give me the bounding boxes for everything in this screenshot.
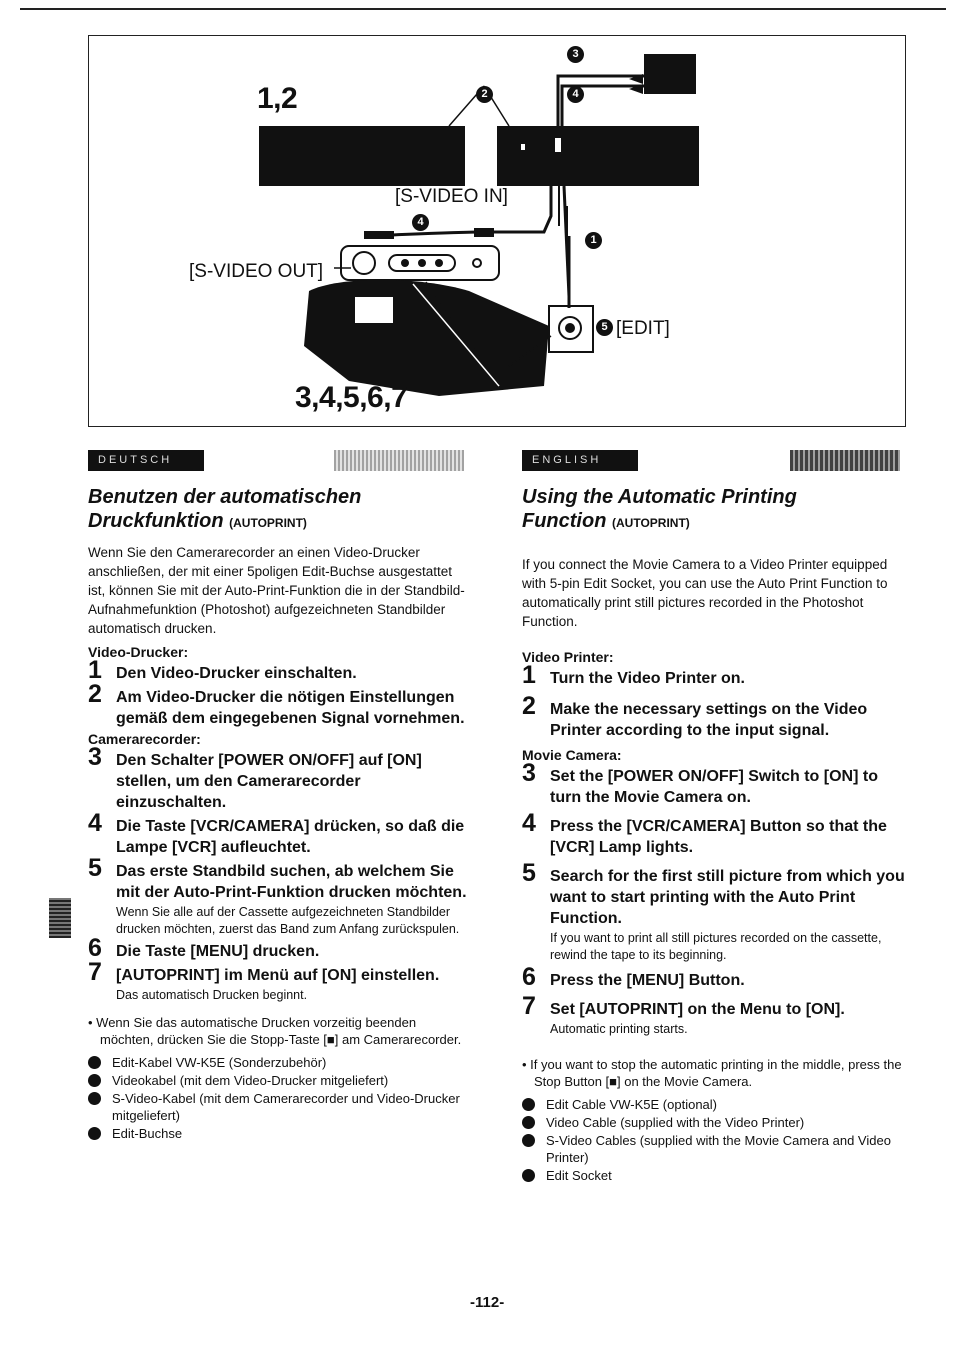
english-title-line2: Function xyxy=(522,510,607,532)
german-step-6 xyxy=(88,934,470,962)
bullet-circle-icon xyxy=(88,1127,101,1140)
german-column xyxy=(88,450,470,1143)
english-step-2 xyxy=(522,692,906,741)
step-text: Den Video-Drucker einschalten. xyxy=(116,665,357,682)
callout-4: 4 xyxy=(412,214,429,231)
english-column xyxy=(522,450,906,1185)
step-text: Press the [VCR/CAMERA] Button so that the [VCR] Lamp lights. xyxy=(550,818,887,856)
english-title-suffix: (AUTOPRINT) xyxy=(612,516,690,530)
bullet-circle-icon xyxy=(88,1074,101,1087)
step-number: 3 xyxy=(88,743,102,771)
bullet-circle-icon xyxy=(522,1098,535,1111)
list-item xyxy=(522,1114,906,1131)
callout-3: 3 xyxy=(567,46,584,63)
german-intro: Wenn Sie den Camerarecorder an einen Video-Drucker anschließen, der mit einer 5poligen Edit-Buchse ausgestattet ist, können Sie mit der Auto-Print-Funktion die in der Standbild-Aufnahmefunktion (Photoshot) aufgezeichneten Standbilder automatisch drucken. xyxy=(88,545,465,636)
list-item xyxy=(88,1072,470,1089)
part-text: Video Cable (supplied with the Video Printer) xyxy=(546,1115,805,1130)
step-text: Den Schalter [POWER ON/OFF] auf [ON] stellen, um den Camerarecorder einzuschalten. xyxy=(116,752,422,811)
english-printer-heading: Video Printer: xyxy=(522,649,614,665)
step-text: Search for the first still picture from which you want to start printing with the Auto Print Function. xyxy=(550,868,905,927)
step-text: Die Taste [VCR/CAMERA] drücken, so daß die Lampe [VCR] aufleuchtet. xyxy=(116,818,465,856)
step-number: 7 xyxy=(522,992,536,1020)
part-text: S-Video-Kabel (mit dem Camerarecorder und Video-Drucker mitgeliefert) xyxy=(112,1091,460,1123)
english-step-3 xyxy=(522,759,906,808)
video-printer xyxy=(259,126,465,186)
english-step-5 xyxy=(522,859,906,964)
decorative-band xyxy=(334,450,464,471)
bullet-circle-icon xyxy=(88,1092,101,1105)
connection-diagram xyxy=(88,35,906,427)
english-step-4 xyxy=(522,809,906,858)
step-text: Set [AUTOPRINT] on the Menu to [ON]. xyxy=(550,1001,845,1018)
german-step-5-note: Wenn Sie alle auf der Cassette aufgezeichneten Standbilder drucken möchten, zuerst das Band zum Anfang zurückspulen. xyxy=(116,905,460,936)
step-text: Press the [MENU] Button. xyxy=(550,972,745,989)
step-text: Turn the Video Printer on. xyxy=(550,670,745,687)
svideo-in-label: [S-VIDEO IN] xyxy=(395,186,508,207)
callout-1: 1 xyxy=(585,232,602,249)
english-step-6 xyxy=(522,963,906,991)
step-number: 2 xyxy=(522,692,536,720)
step-number: 6 xyxy=(88,934,102,962)
english-camera-heading: Movie Camera: xyxy=(522,747,622,763)
step-text: Das erste Standbild suchen, ab welchem Sie mit der Auto-Print-Funktion drucken möchten. xyxy=(116,863,467,901)
step-number: 6 xyxy=(522,963,536,991)
step-number: 4 xyxy=(522,809,536,837)
step-number: 1 xyxy=(522,661,536,689)
english-parts-list xyxy=(522,1096,906,1184)
german-parts-list xyxy=(88,1054,470,1142)
english-step-7 xyxy=(522,992,906,1038)
step-text: Am Video-Drucker die nötigen Einstellungen gemäß dem eingegebenen Signal vornehmen. xyxy=(116,689,465,727)
callout-4-top: 4 xyxy=(567,86,584,103)
german-step-7 xyxy=(88,958,470,1004)
list-item xyxy=(88,1054,470,1071)
german-printer-heading: Video-Drucker: xyxy=(88,644,189,660)
svideo-out-label: [S-VIDEO OUT] xyxy=(189,261,324,282)
english-stop-note: • If you want to stop the automatic printing in the middle, press the Stop Button [■] on the Movie Camera. xyxy=(522,1057,902,1089)
side-tab-marker xyxy=(49,898,71,938)
german-step-2 xyxy=(88,680,470,729)
english-language-tab: ENGLISH xyxy=(522,450,638,471)
bullet-circle-icon xyxy=(88,1056,101,1069)
callout-2: 2 xyxy=(476,86,493,103)
top-rule xyxy=(20,8,946,10)
english-title-line1: Using the Automatic Printing xyxy=(522,486,797,508)
english-step-5-note: If you want to print all still pictures recorded on the cassette, rewind the tape to its beginning. xyxy=(550,931,882,962)
list-item xyxy=(88,1090,470,1124)
part-text: Edit Socket xyxy=(546,1168,612,1183)
german-step-7-note: Das automatisch Drucken beginnt. xyxy=(116,988,308,1002)
german-step-1 xyxy=(88,656,470,684)
german-camera-heading: Camerarecorder: xyxy=(88,731,201,747)
step-number: 5 xyxy=(88,854,102,882)
list-item xyxy=(522,1167,906,1184)
figure-label-steps-1-2: 1,2 xyxy=(257,82,298,115)
german-step-3 xyxy=(88,743,470,813)
german-stop-note: • Wenn Sie das automatische Drucken vorzeitig beenden möchten, drücken Sie die Stopp-Taste [■] am Camerarecorder. xyxy=(88,1015,462,1047)
step-number: 2 xyxy=(88,680,102,708)
step-number: 1 xyxy=(88,656,102,684)
step-number: 5 xyxy=(522,859,536,887)
english-title xyxy=(522,485,906,535)
step-text: Set the [POWER ON/OFF] Switch to [ON] to turn the Movie Camera on. xyxy=(550,768,878,806)
part-text: S-Video Cables (supplied with the Movie Camera and Video Printer) xyxy=(546,1133,891,1165)
english-step-7-note: Automatic printing starts. xyxy=(550,1022,688,1036)
decorative-band xyxy=(790,450,900,471)
english-stop-note-text: If you want to stop the automatic printing in the middle, press the Stop Button [■] on the Movie Camera. xyxy=(530,1057,902,1089)
step-number: 3 xyxy=(522,759,536,787)
bullet-circle-icon xyxy=(522,1169,535,1182)
list-item xyxy=(522,1132,906,1166)
part-text: Edit-Buchse xyxy=(112,1126,183,1141)
german-step-4 xyxy=(88,809,470,858)
diagram-artwork xyxy=(89,36,907,428)
english-intro: If you connect the Movie Camera to a Video Printer equipped with 5-pin Edit Socket, you can use the Auto Print Function to automatically print still pictures recorded in the Photoshot Function. xyxy=(522,557,888,629)
step-number: 4 xyxy=(88,809,102,837)
german-stop-note-text: Wenn Sie das automatische Drucken vorzeitig beenden möchten, drücken Sie die Stopp-Taste [■] am Camerarecorder. xyxy=(96,1015,462,1047)
list-item xyxy=(522,1096,906,1113)
part-text: Edit Cable VW-K5E (optional) xyxy=(546,1097,718,1112)
german-title-suffix: (AUTOPRINT) xyxy=(229,516,307,530)
step-text: Die Taste [MENU] drucken. xyxy=(116,943,320,960)
edit-label: [EDIT] xyxy=(616,318,670,339)
step-number: 7 xyxy=(88,958,102,986)
english-step-1 xyxy=(522,661,906,689)
callout-5: 5 xyxy=(596,319,613,336)
movie-camera xyxy=(304,280,549,396)
bullet-circle-icon xyxy=(522,1116,535,1129)
part-text: Videokabel (mit dem Video-Drucker mitgeliefert) xyxy=(112,1073,389,1088)
part-text: Edit-Kabel VW-K5E (Sonderzubehör) xyxy=(112,1055,327,1070)
german-title xyxy=(88,485,470,535)
german-step-5 xyxy=(88,854,470,938)
bullet-circle-icon xyxy=(522,1134,535,1147)
page-number: -112- xyxy=(470,1294,505,1311)
german-language-tab: DEUTSCH xyxy=(88,450,204,471)
figure-label-steps-3-7: 3,4,5,6,7 xyxy=(295,381,408,414)
list-item xyxy=(88,1125,470,1142)
german-title-line2: Druckfunktion xyxy=(88,510,224,532)
step-text: [AUTOPRINT] im Menü auf [ON] einstellen. xyxy=(116,967,440,984)
step-text: Make the necessary settings on the Video Printer according to the input signal. xyxy=(550,701,868,739)
printer-rear-panel xyxy=(497,126,699,186)
german-title-line1: Benutzen der automatischen xyxy=(88,486,362,508)
